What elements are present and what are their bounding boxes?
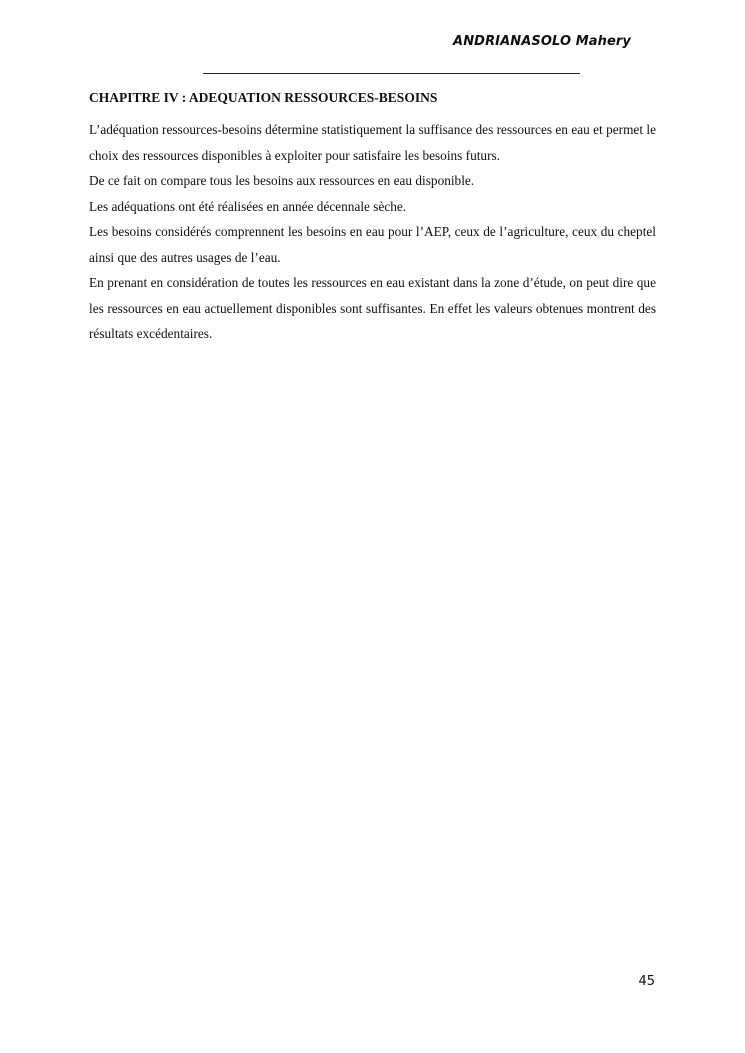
header-author: ANDRIANASOLO Mahery: [453, 34, 631, 49]
page-number: 45: [638, 974, 655, 989]
chapter-title: CHAPITRE IV : ADEQUATION RESSOURCES-BESOINS: [89, 90, 438, 105]
header-divider: [203, 73, 580, 74]
paragraph: L’adéquation ressources-besoins détermine statistiquement la suffisance des ressources en eau et permet le choix des ressources disponibles à exploiter pour satisfaire les besoins futurs.: [89, 122, 656, 163]
paragraph: Les besoins considérés comprennent les besoins en eau pour l’AEP, ceux de l’agriculture, ceux du cheptel ainsi que des autres usages de l’eau.: [89, 224, 656, 265]
paragraph: Les adéquations ont été réalisées en année décennale sèche.: [89, 198, 407, 214]
paragraph: De ce fait on compare tous les besoins aux ressources en eau disponible.: [89, 173, 475, 188]
paragraph: En prenant en considération de toutes les ressources en eau existant dans la zone d’étude, on peut dire que les ressources en eau actuellement disponibles sont suffisantes. En effet les valeurs obtenues montrent des résultats excédentaires.: [89, 275, 656, 341]
body-text: [89, 117, 656, 347]
